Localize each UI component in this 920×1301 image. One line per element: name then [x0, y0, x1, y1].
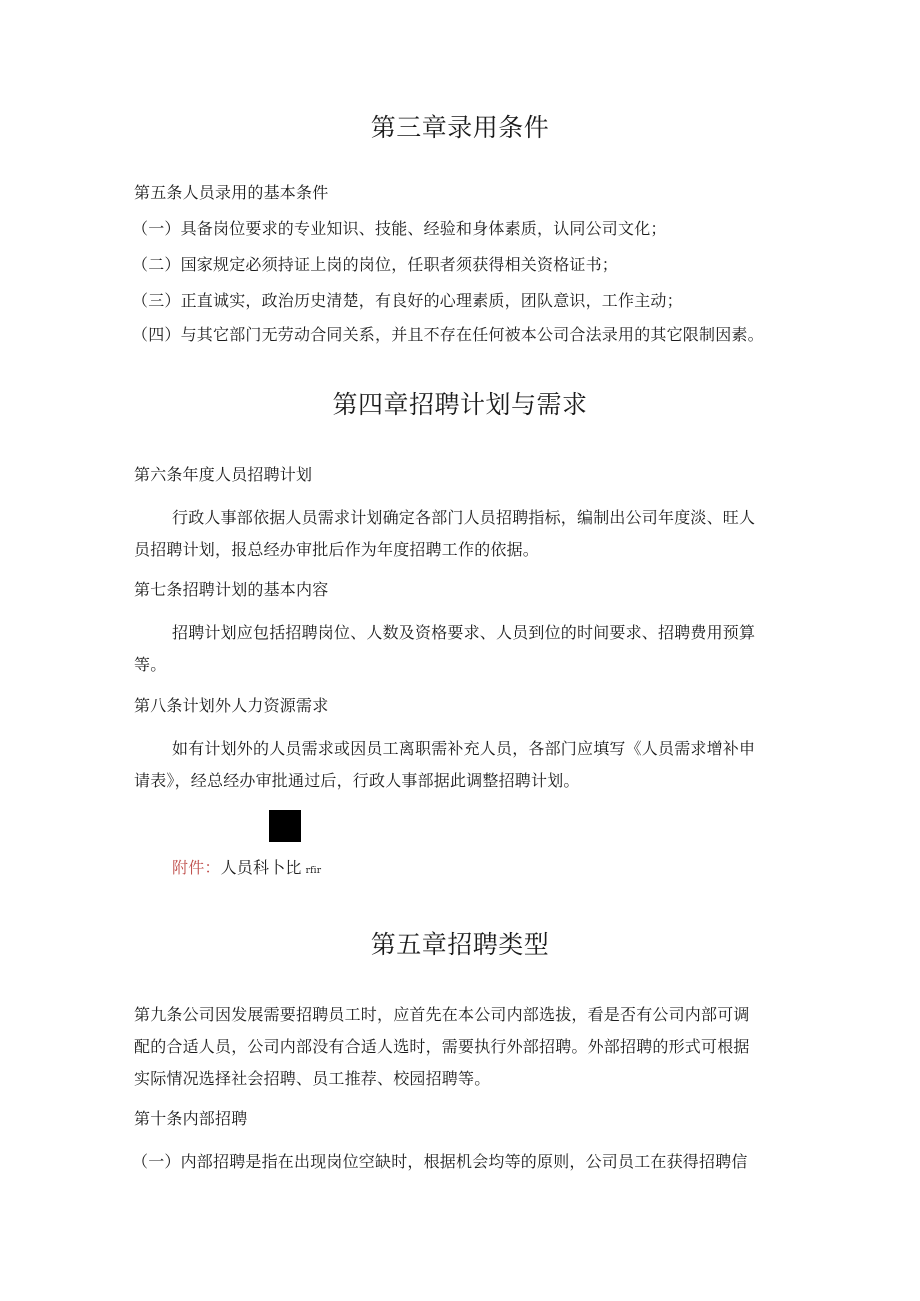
attachment-small-text: rfir [305, 866, 322, 876]
article9-text-line3: 实际情况选择社会招聘、员工推荐、校园招聘等。 [134, 1069, 491, 1088]
article6-heading: 第六条年度人员招聘计划 [134, 465, 313, 484]
article9-text-line2: 配的合适人员，公司内部没有合适人选时，需要执行外部招聘。外部招聘的形式可根据 [134, 1037, 750, 1056]
article6-text-line2: 员招聘计划，报总经办审批后作为年度招聘工作的依据。 [134, 540, 540, 559]
article10-item-1: （一）内部招聘是指在出现岗位空缺时，根据机会均等的原则，公司员工在获得招聘信 [132, 1152, 748, 1171]
article7-text-line1: 招聘计划应包括招聘岗位、人数及资格要求、人员到位的时间要求、招聘费用预算 [172, 623, 756, 642]
attachment-icon [269, 810, 301, 842]
article7-text-line2: 等。 [134, 655, 167, 674]
attachment-text: 人员科卜比 [220, 858, 302, 877]
article10-heading: 第十条内部招聘 [134, 1109, 248, 1128]
attachment-line[interactable] [172, 855, 321, 878]
article5-item-2: （二）国家规定必须持证上岗的岗位，任职者须获得相关资格证书； [132, 255, 619, 274]
article5-item-3: （三）正直诚实，政治历史清楚，有良好的心理素质，团队意识，工作主动； [132, 291, 683, 310]
article8-text-line1: 如有计划外的人员需求或因员工离职需补充人员，各部门应填写《人员需求增补申 [172, 739, 756, 758]
article5-heading: 第五条人员录用的基本条件 [134, 183, 329, 202]
chapter4-title: 第四章招聘计划与需求 [332, 390, 588, 419]
article7-heading: 第七条招聘计划的基本内容 [134, 580, 329, 599]
article8-heading: 第八条计划外人力资源需求 [134, 696, 329, 715]
chapter5-title: 第五章招聘类型 [370, 930, 550, 959]
attachment-label: 附件： [172, 858, 221, 877]
article5-item-4: （四）与其它部门无劳动合同关系，并且不存在任何被本公司合法录用的其它限制因素。 [132, 325, 764, 344]
article6-text-line1: 行政人事部依据人员需求计划确定各部门人员招聘指标，编制出公司年度淡、旺人 [172, 508, 756, 527]
article8-text-line2: 请表》，经总经办审批通过后，行政人事部据此调整招聘计划。 [134, 771, 580, 790]
article9-text-line1: 第九条公司因发展需要招聘员工时，应首先在本公司内部选拔，看是否有公司内部可调 [134, 1005, 750, 1024]
article5-item-1: （一）具备岗位要求的专业知识、技能、经验和身体素质，认同公司文化； [132, 219, 667, 238]
chapter3-title: 第三章录用条件 [370, 113, 550, 142]
